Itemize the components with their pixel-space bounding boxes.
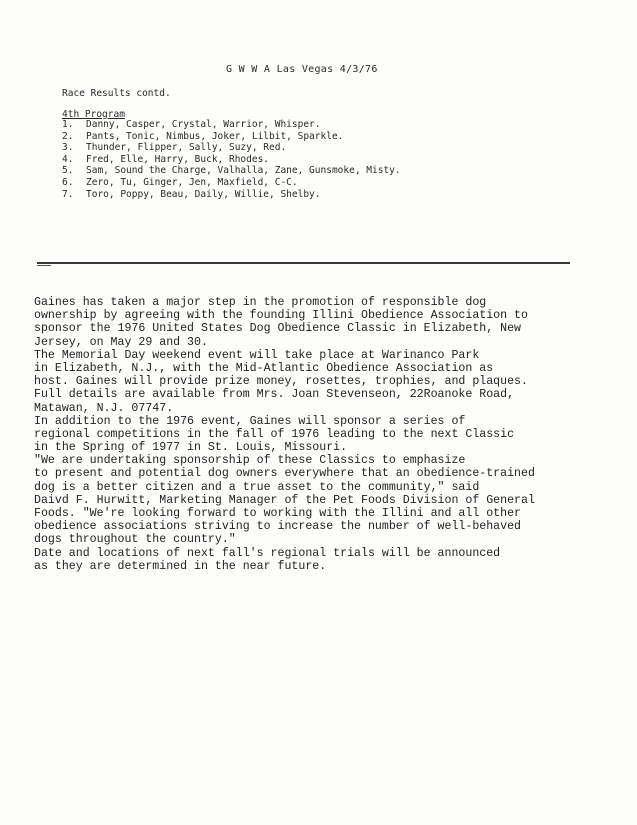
article-line: In addition to the 1976 event, Gaines will sponsor a series of bbox=[34, 414, 466, 428]
article-line: obedience associations striving to increase the number of well-behaved bbox=[34, 520, 522, 534]
list-item-text: Zero, Tu, Ginger, Jen, Maxfield, C-C. bbox=[86, 176, 298, 188]
list-item-number: 5. bbox=[62, 165, 74, 177]
article-line: dog is a better citizen and a true asset to the community," said bbox=[34, 480, 480, 494]
section-divider bbox=[37, 262, 570, 264]
list-item-text: Pants, Tonic, Nimbus, Joker, Lilbit, Sparkle. bbox=[86, 130, 344, 142]
list-item bbox=[62, 131, 401, 143]
article-line: Foods. "We're looking forward to working with the Illini and all other bbox=[34, 507, 522, 520]
article-line: "We are undertaking sponsorship of these Classics to emphasize bbox=[34, 454, 466, 468]
list-item bbox=[62, 189, 401, 201]
program-list bbox=[62, 119, 401, 200]
article-line: regional competitions in the fall of 1976 leading to the next Classic bbox=[34, 427, 515, 441]
article-line: Jersey, on May 29 and 30. bbox=[34, 335, 208, 349]
list-item-text: Thunder, Flipper, Sally, Suzy, Red. bbox=[86, 142, 287, 154]
article-line: The Memorial Day weekend event will take place at Warinanco Park bbox=[34, 348, 480, 362]
article-line: Daivd F. Hurwitt, Marketing Manager of the Pet Foods Division of General bbox=[34, 493, 535, 507]
article-line: ownership by agreeing with the founding Illini Obedience Association to bbox=[34, 309, 528, 323]
list-item-text: Toro, Poppy, Beau, Daily, Willie, Shelby. bbox=[86, 188, 321, 200]
article-line: as they are determined in the near future. bbox=[34, 559, 327, 573]
list-item-text: Danny, Casper, Crystal, Warrior, Whisper. bbox=[86, 119, 321, 130]
list-item-text: Fred, Elle, Harry, Buck, Rhodes. bbox=[86, 153, 270, 165]
article-body bbox=[34, 296, 594, 573]
list-item-number: 6. bbox=[62, 176, 74, 188]
article-line: Gaines has taken a major step in the promotion of responsible dog bbox=[34, 296, 487, 309]
article-line: sponsor the 1976 United States Dog Obedience Classic in Elizabeth, New bbox=[34, 322, 522, 336]
list-item-number: 7. bbox=[62, 188, 74, 200]
results-subtitle: Race Results contd. bbox=[62, 88, 171, 99]
document-header: G W W A Las Vegas 4/3/76 bbox=[226, 64, 378, 75]
list-item-number: 1. bbox=[62, 119, 74, 130]
list-item-text: Sam, Sound the Charge, Valhalla, Zane, Gunsmoke, Misty. bbox=[86, 165, 401, 177]
article-line: host. Gaines will provide prize money, rosettes, trophies, and plaques. bbox=[34, 375, 528, 389]
list-item-number: 3. bbox=[62, 142, 74, 154]
list-item bbox=[62, 142, 401, 154]
list-item bbox=[62, 177, 401, 189]
list-item bbox=[62, 165, 401, 177]
list-item bbox=[62, 119, 401, 131]
divider-tick bbox=[37, 265, 51, 266]
article-line: to present and potential dog owners everywhere that an obedience-trained bbox=[34, 467, 535, 481]
list-item-number: 2. bbox=[62, 130, 74, 142]
article-line: Date and locations of next fall's regional trials will be announced bbox=[34, 546, 501, 560]
program-title: 4th Program bbox=[62, 109, 125, 120]
article-line: dogs throughout the country." bbox=[34, 533, 236, 547]
list-item-number: 4. bbox=[62, 153, 74, 165]
article-line: in the Spring of 1977 in St. Louis, Missouri. bbox=[34, 441, 348, 455]
article-line: Matawan, N.J. 07747. bbox=[34, 401, 174, 415]
article-line: Full details are available from Mrs. Joan Stevenseon, 22Roanoke Road, bbox=[34, 388, 515, 402]
list-item bbox=[62, 154, 401, 166]
article-line: in Elizabeth, N.J., with the Mid-Atlantic Obedience Association as bbox=[34, 361, 494, 375]
